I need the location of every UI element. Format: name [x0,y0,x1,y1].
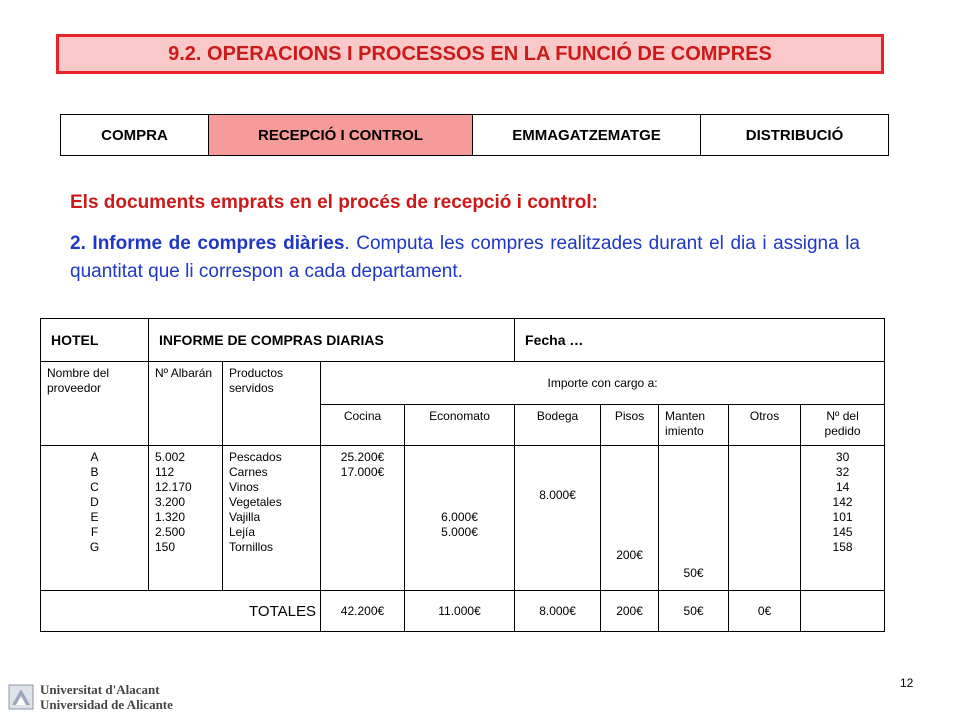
pedidos-cell [801,446,885,591]
col-header-importe: Importe con cargo a: [321,362,885,405]
list-item: 5.000€ [441,525,478,539]
list-item: Tornillos [229,540,274,554]
dept-otros: Otros [729,405,801,446]
list-item: B [90,465,99,479]
pisos-cell [601,446,659,591]
total-pisos: 200€ [601,591,659,632]
col-header-albaran: Nº Albarán [149,362,223,446]
list-item: 5.002 [155,450,186,464]
list-item: C [90,480,99,494]
list-item: 112 [155,465,175,479]
university-logo [8,682,173,712]
list-item: Pescados [229,450,282,464]
slide-title: 9.2. OPERACIONS I PROCESSOS EN LA FUNCIÓ DE COMPRES [56,34,884,74]
economato-cell [405,446,515,591]
list-item: 101 [832,510,853,524]
list-item: F [90,525,99,539]
list-item: E [90,510,99,524]
list-item: 30 [835,450,850,464]
productos-cell [223,446,321,591]
section-heading: Els documents emprats en el procés de recepció i control: [70,192,598,213]
col-header-productos: Productos servidos [223,362,321,446]
bodega-cell [515,446,601,591]
list-item: G [89,540,100,554]
total-otros: 0€ [729,591,801,632]
list-item: 200€ [616,548,643,562]
cocina-cell [321,446,405,591]
list-item: Lejía [229,525,256,539]
total-bodega: 8.000€ [515,591,601,632]
otros-cell [729,446,801,591]
description-paragraph [70,230,860,286]
university-name-valencian: Universitat d'Alacant [40,682,160,697]
totals-label: TOTALES [41,591,321,632]
list-item: 3.200 [155,495,186,509]
document-name: 2. Informe de compres diàries [70,233,345,254]
proveedores-cell [41,446,149,591]
list-item: A [90,450,99,464]
list-item: 17.000€ [340,465,385,479]
flow-step-compra: COMPRA [61,115,209,156]
total-pedido [801,591,885,632]
list-item: Carnes [229,465,268,479]
list-item: 150 [155,540,176,554]
list-item: 142 [832,495,853,509]
document-description: . Computa les compres realitzades durant el dia i assigna la quantitat que li correspon a cada departament. [70,233,861,282]
list-item: D [90,495,99,509]
total-mantenimiento: 50€ [659,591,729,632]
dept-bodega: Bodega [515,405,601,446]
mantenimiento-cell [659,446,729,591]
list-item: 32 [835,465,850,479]
list-item: 1.320 [155,510,186,524]
university-emblem-icon [8,684,34,710]
list-item: 25.200€ [340,450,385,464]
flow-step-recepcio: RECEPCIÓ I CONTROL [209,115,473,156]
totals-row [41,591,885,632]
total-economato: 11.000€ [405,591,515,632]
list-item: Vajilla [229,510,261,524]
table-row [41,446,885,591]
dept-pisos: Pisos [601,405,659,446]
list-item: Vegetales [229,495,282,509]
albaranes-cell [149,446,223,591]
hotel-label: HOTEL [41,319,149,362]
daily-purchases-report [40,318,885,632]
flow-step-distribucio: DISTRIBUCIÓ [701,115,889,156]
list-item: 8.000€ [539,488,576,502]
report-title: INFORME DE COMPRAS DIARIAS [149,319,515,362]
list-item: 158 [832,540,853,554]
page-number: 12 [900,676,914,690]
flow-step-emmagatzematge: EMMAGATZEMATGE [473,115,701,156]
list-item: 145 [832,525,853,539]
list-item: 2.500 [155,525,186,539]
list-item: 14 [835,480,850,494]
list-item: 12.170 [155,480,192,494]
university-name-spanish: Universidad de Alicante [40,697,173,712]
dept-mantenimiento: Manten imiento [659,405,729,446]
total-cocina: 42.200€ [321,591,405,632]
col-header-proveedor: Nombre del proveedor [41,362,149,446]
list-item: 50€ [683,566,704,580]
process-flow [60,114,889,156]
report-date: Fecha … [515,319,885,362]
col-header-pedido: Nº del pedido [801,405,885,446]
dept-economato: Economato [405,405,515,446]
dept-cocina: Cocina [321,405,405,446]
list-item: Vinos [229,480,259,494]
list-item: 6.000€ [441,510,478,524]
